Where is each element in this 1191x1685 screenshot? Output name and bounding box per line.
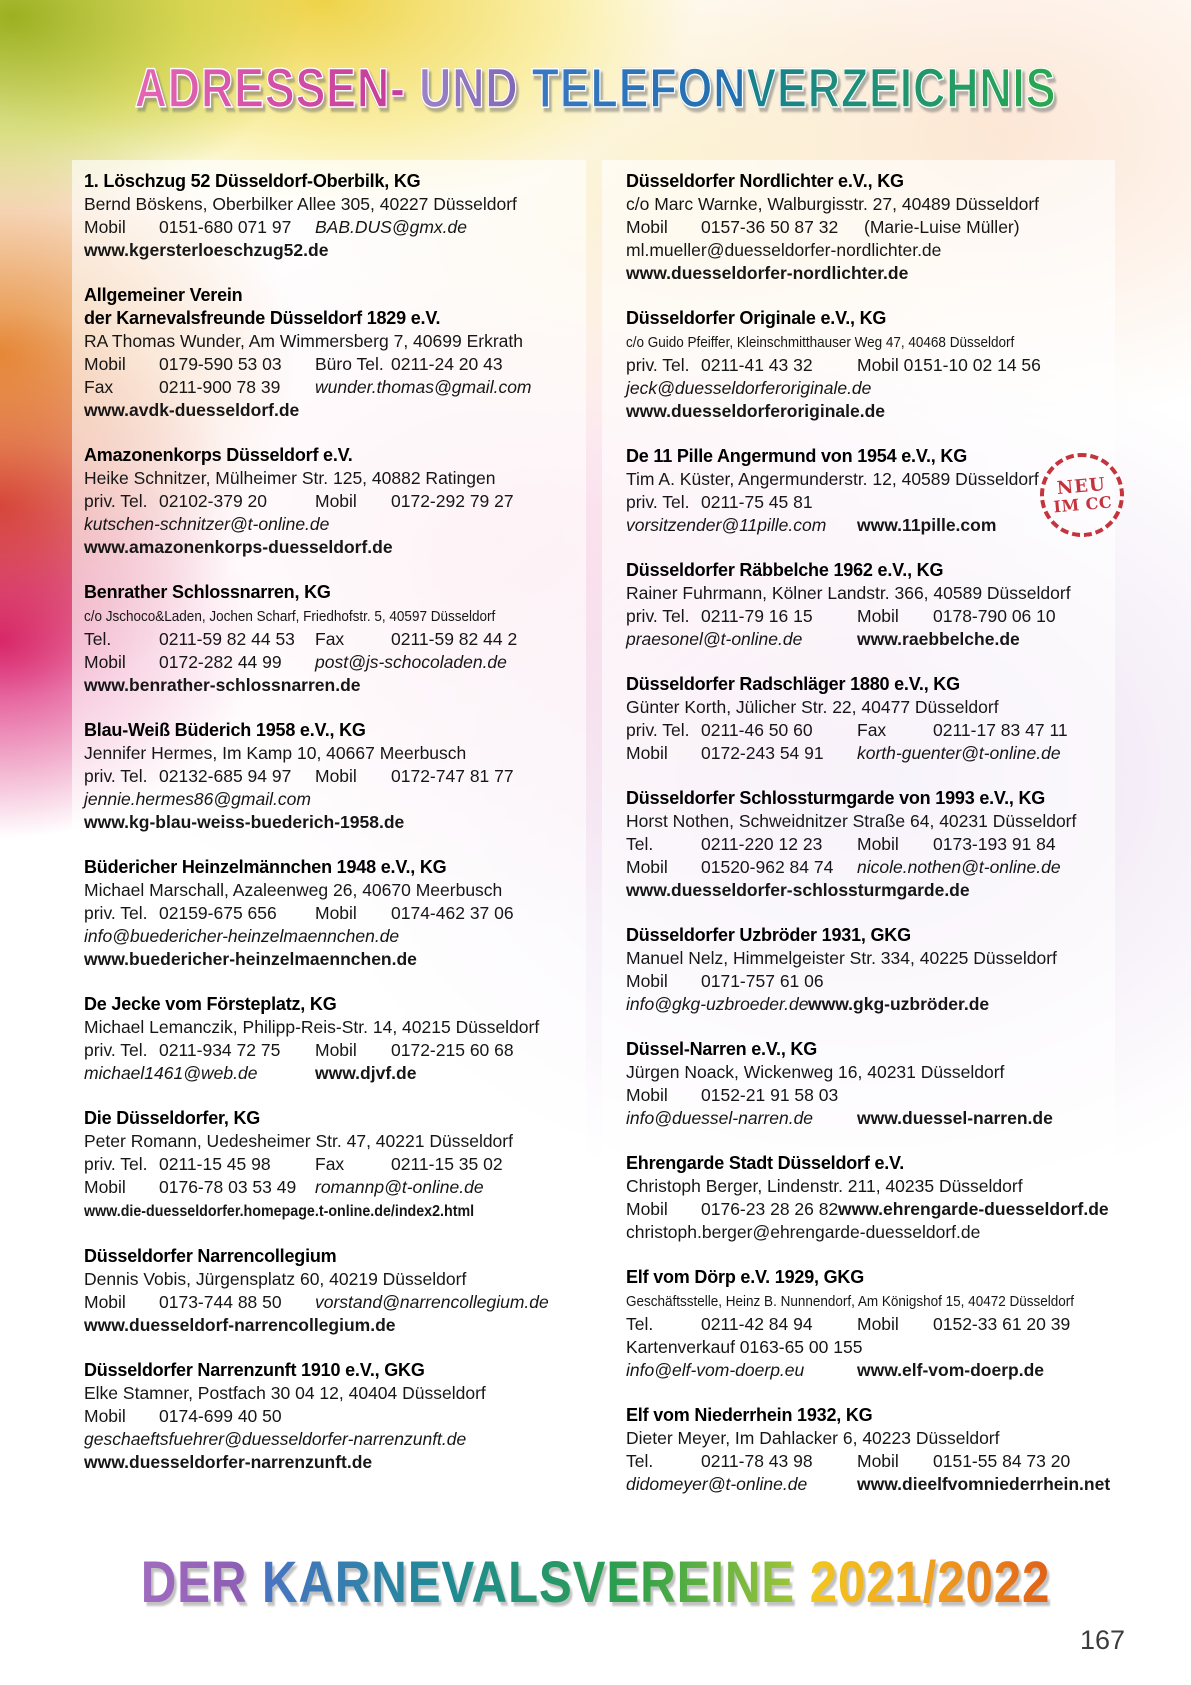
entry-email: post@js-schocoladen.de (315, 652, 507, 672)
entry-line (626, 810, 1107, 833)
entry-website: www.raebbelche.de (857, 629, 1020, 649)
entry-email: jeck@duesseldorferoriginale.de (626, 378, 872, 398)
directory-entry (84, 170, 578, 262)
entry-email: korth-guenter@t-online.de (857, 743, 1061, 763)
entry-text: 0211-42 84 94 (701, 1314, 813, 1334)
entry-line (626, 468, 1107, 491)
directory-panels (72, 160, 1115, 1494)
entry-title: De Jecke vom Försteplatz, KG (84, 994, 337, 1014)
entry-title: Düsseldorfer Nordlichter e.V., KG (626, 171, 904, 191)
entry-title: Düsseldorfer Radschläger 1880 e.V., KG (626, 674, 960, 694)
entry-email: ml.mueller@duesseldorfer-nordlichter.de (626, 240, 942, 260)
entry-line (84, 1268, 578, 1291)
entry-text: 0178-790 06 10 (933, 606, 1056, 626)
entry-title: Blau-Weiß Büderich 1958 e.V., KG (84, 720, 366, 740)
entry-line (626, 1175, 1107, 1198)
entry-line (84, 536, 578, 559)
entry-text: 0179-590 53 03 (159, 354, 282, 374)
entry-text: 0211-79 16 15 (701, 606, 813, 626)
entry-website: www.duesseldorfer-nordlichter.de (626, 263, 909, 283)
entry-line (84, 330, 578, 353)
entry-line (84, 399, 578, 422)
entry-website: www.ehrengarde-duesseldorf.de (838, 1199, 1109, 1219)
entry-email: info@duessel-narren.de (626, 1108, 814, 1128)
entry-line (84, 948, 578, 971)
entry-line (626, 628, 1107, 651)
entry-email: nicole.nothen@t-online.de (857, 857, 1061, 877)
entry-line (626, 1198, 1107, 1221)
header-title-part-adressen: ADRESSEN- (134, 56, 419, 119)
entry-line (626, 330, 1107, 354)
entry-line (626, 833, 1107, 856)
entry-line (84, 490, 578, 513)
entry-website: www.dieelfvomniederrhein.net (857, 1474, 1111, 1494)
entry-website: www.gkg-uzbröder.de (808, 994, 990, 1014)
entry-line (84, 604, 578, 628)
entry-website: www.duesseldorfer-narrenzunft.de (84, 1452, 373, 1472)
entry-title: Ehrengarde Stadt Düsseldorf e.V. (626, 1153, 905, 1173)
entry-line (84, 811, 578, 834)
entry-text: 0211-24 20 43 (391, 354, 503, 374)
entry-label: Büro Tel. (315, 354, 384, 374)
entry-line (626, 354, 1107, 377)
entry-label: Mobil (626, 857, 668, 877)
entry-label: Fax (84, 377, 114, 397)
entry-text: Mobil 0151-10 02 14 56 (857, 355, 1041, 375)
entry-text: 0211-59 82 44 2 (391, 629, 518, 649)
header-title-part-und: UND (418, 56, 532, 119)
entry-label: Mobil (857, 606, 899, 626)
entry-label: Mobil (84, 1177, 126, 1197)
entry-line (626, 1450, 1107, 1473)
entry-email: geschaeftsfuehrer@duesseldorfer-narrenzunft.de (84, 1429, 467, 1449)
entry-line (84, 1062, 578, 1085)
entry-line (84, 925, 578, 948)
entry-line (626, 262, 1107, 285)
entry-text: 0176-78 03 53 49 (159, 1177, 297, 1197)
entry-text: 0211-15 35 02 (391, 1154, 503, 1174)
entry-title: De 11 Pille Angermund von 1954 e.V., KG (626, 446, 968, 466)
entry-text: 0172-243 54 91 (701, 743, 824, 763)
entry-line (626, 400, 1107, 423)
entry-title: der Karnevalsfreunde Düsseldorf 1829 e.V. (84, 308, 441, 328)
entry-line (84, 674, 578, 697)
entry-label: Fax (315, 629, 345, 649)
entry-line (84, 1199, 578, 1223)
entry-label: Mobil (315, 491, 357, 511)
entry-text: Elke Stamner, Postfach 30 04 12, 40404 Düsseldorf (84, 1383, 486, 1403)
entry-title: 1. Löschzug 52 Düsseldorf-Oberbilk, KG (84, 171, 421, 191)
directory-entry (84, 993, 578, 1085)
entry-text: 0211-41 43 32 (701, 355, 813, 375)
entry-line (626, 1221, 1107, 1244)
entry-line (84, 216, 578, 239)
entry-line (626, 1084, 1107, 1107)
entry-text: Peter Romann, Uedesheimer Str. 47, 40221 Düsseldorf (84, 1131, 513, 1151)
entry-title: Benrather Schlossnarren, KG (84, 582, 331, 602)
entry-line (84, 1382, 578, 1405)
entry-website: www.11pille.com (857, 515, 997, 535)
entry-text: 02102-379 20 (159, 491, 268, 511)
entry-text: Jürgen Noack, Wickenweg 16, 40231 Düsseldorf (626, 1062, 1005, 1082)
directory-entry (626, 1266, 1107, 1382)
entry-line (84, 651, 578, 674)
entry-text: Michael Marschall, Azaleenweg 26, 40670 Meerbusch (84, 880, 503, 900)
entry-line (84, 742, 578, 765)
directory-entry (626, 924, 1107, 1016)
entry-title: Elf vom Dörp e.V. 1929, GKG (626, 1267, 865, 1287)
directory-entry (626, 307, 1107, 423)
entry-website: www.duesseldorf-narrencollegium.de (84, 1315, 396, 1335)
entry-label: Mobil (84, 1292, 126, 1312)
entry-label: priv. Tel. (626, 606, 690, 626)
entry-line (626, 970, 1107, 993)
entry-line (84, 1451, 578, 1474)
entry-title: Düsseldorfer Narrenzunft 1910 e.V., GKG (84, 1360, 425, 1380)
entry-title: Büdericher Heinzelmännchen 1948 e.V., KG (84, 857, 447, 877)
entry-line (626, 605, 1107, 628)
entry-text: 0151-680 071 97 (159, 217, 292, 237)
entry-text: 02132-685 94 97 (159, 766, 292, 786)
entry-text: 0152-21 91 58 03 (701, 1085, 839, 1105)
entry-website: www.djvf.de (315, 1063, 417, 1083)
directory-entry (626, 787, 1107, 902)
footer-title-part-karnevalsvereine: KARNEVALSVEREINE (261, 1550, 810, 1615)
entry-line (84, 353, 578, 376)
entry-line (84, 1428, 578, 1451)
entry-text: Rainer Fuhrmann, Kölner Landstr. 366, 40589 Düsseldorf (626, 583, 1071, 603)
directory-entry (84, 284, 578, 422)
entry-text: 0211-59 82 44 53 (159, 629, 295, 649)
entry-email: romannp@t-online.de (315, 1177, 484, 1197)
entry-line (626, 239, 1107, 262)
entry-text: Geschäftsstelle, Heinz B. Nunnendorf, Am Königshof 15, 40472 Düsseldorf (626, 1293, 1075, 1310)
entry-text: 0174-462 37 06 (391, 903, 514, 923)
directory-entry (626, 1404, 1111, 1496)
entry-text: 0172-747 81 77 (391, 766, 514, 786)
entry-line (84, 788, 578, 811)
entry-text: Dennis Vobis, Jürgensplatz 60, 40219 Düsseldorf (84, 1269, 467, 1289)
entry-line (626, 719, 1107, 742)
entry-line (626, 514, 1107, 537)
entry-label: Mobil (84, 1406, 126, 1426)
entry-label: Mobil (84, 354, 126, 374)
entry-line (626, 856, 1107, 879)
entry-website: www.avdk-duesseldorf.de (84, 400, 300, 420)
entry-title: Allgemeiner Verein (84, 285, 243, 305)
directory-column-right (602, 160, 1115, 1494)
entry-text: 02159-675 656 (159, 903, 277, 923)
entry-text: RA Thomas Wunder, Am Wimmersberg 7, 40699 Erkrath (84, 331, 523, 351)
entry-text: 0172-292 79 27 (391, 491, 514, 511)
entry-text: 01520-962 84 74 (701, 857, 834, 877)
entry-line (626, 1313, 1107, 1336)
entry-email: christoph.berger@ehrengarde-duesseldorf.de (626, 1222, 981, 1242)
entry-line (626, 1289, 1107, 1313)
entry-text: 0211-934 72 75 (159, 1040, 281, 1060)
entry-label: Mobil (626, 971, 668, 991)
entry-line (84, 1016, 578, 1039)
entry-label: Tel. (626, 834, 654, 854)
entry-line (626, 1473, 1111, 1496)
entry-text: Günter Korth, Jülicher Str. 22, 40477 Düsseldorf (626, 697, 999, 717)
entry-label: Mobil (84, 217, 126, 237)
entry-line (626, 216, 1107, 239)
directory-entry (626, 673, 1107, 765)
entry-title: Die Düsseldorfer, KG (84, 1108, 261, 1128)
directory-entry (84, 1359, 578, 1474)
entry-line (84, 1153, 578, 1176)
entry-line (84, 1176, 578, 1199)
entry-title: Amazonenkorps Düsseldorf e.V. (84, 445, 353, 465)
entry-label: priv. Tel. (84, 766, 148, 786)
entry-line (84, 628, 578, 651)
entry-text: Jennifer Hermes, Im Kamp 10, 40667 Meerbusch (84, 743, 467, 763)
entry-email: BAB.DUS@gmx.de (315, 217, 467, 237)
entry-text: 0211-900 78 39 (159, 377, 281, 397)
entry-text: 0211-75 45 81 (701, 492, 813, 512)
entry-label: Mobil (315, 903, 357, 923)
entry-line (626, 1336, 1107, 1359)
footer-title-part-season: 2021/2022 (809, 1550, 1051, 1615)
entry-website: www.duessel-narren.de (857, 1108, 1053, 1128)
entry-text: Dieter Meyer, Im Dahlacker 6, 40223 Düsseldorf (626, 1428, 1000, 1448)
entry-website: www.elf-vom-doerp.de (857, 1360, 1045, 1380)
directory-entry (84, 719, 578, 834)
entry-line (84, 765, 578, 788)
entry-label: Mobil (315, 1040, 357, 1060)
entry-text: c/o Guido Pfeiffer, Kleinschmitthauser Weg 47, 40468 Düsseldorf (626, 334, 1015, 351)
entry-website: www.kgersterloeschzug52.de (84, 240, 329, 260)
entry-website: www.die-duesseldorfer.homepage.t-online.de/index2.html (84, 1203, 475, 1220)
entry-line (626, 947, 1107, 970)
entry-label: priv. Tel. (626, 720, 690, 740)
entry-label: Fax (857, 720, 887, 740)
entry-label: priv. Tel. (84, 903, 148, 923)
page-footer-title (89, 1541, 1101, 1625)
entry-label: Fax (315, 1154, 345, 1174)
directory-entry (84, 1245, 578, 1337)
entry-title: Elf vom Niederrhein 1932, KG (626, 1405, 873, 1425)
page-header-title (119, 48, 1072, 128)
entry-title: Düsseldorfer Narrencollegium (84, 1246, 337, 1266)
entry-text: 0211-46 50 60 (701, 720, 813, 740)
entry-label: Mobil (84, 652, 126, 672)
entry-website: www.kg-blau-weiss-buederich-1958.de (84, 812, 405, 832)
directory-entry (626, 445, 1107, 537)
entry-email: wunder.thomas@gmail.com (315, 377, 532, 397)
stamp-text-im-cc: IM CC (1052, 491, 1113, 516)
entry-text: 0176-23 28 26 82 (701, 1199, 839, 1219)
entry-label: priv. Tel. (84, 1040, 148, 1060)
stamp-text-neu: NEU (1055, 473, 1107, 499)
entry-line (84, 879, 578, 902)
entry-line (84, 1291, 578, 1314)
directory-entry (626, 1152, 1107, 1244)
entry-label: Mobil (626, 1085, 668, 1105)
entry-email: jennie.hermes86@gmail.com (84, 789, 311, 809)
entry-label: Tel. (626, 1314, 654, 1334)
entry-text: c/o Jschoco&Laden, Jochen Scharf, Friedhofstr. 5, 40597 Düsseldorf (84, 608, 496, 625)
header-title-part-verzeichnis: VERZEICHNIS (746, 56, 1057, 119)
entry-text: Michael Lemanczik, Philipp-Reis-Str. 14, 40215 Düsseldorf (84, 1017, 540, 1037)
entry-label: priv. Tel. (84, 1154, 148, 1174)
entry-line (626, 993, 1107, 1016)
entry-line (84, 1130, 578, 1153)
header-title-part-telefon: TELEFON (531, 56, 747, 119)
entry-label: Mobil (626, 1199, 668, 1219)
entry-text: 0173-193 91 84 (933, 834, 1056, 854)
entry-text: Kartenverkauf 0163-65 00 155 (626, 1337, 863, 1357)
entry-line (626, 1427, 1107, 1450)
entry-text: Bernd Böskens, Oberbilker Allee 305, 40227 Düsseldorf (84, 194, 517, 214)
entry-text: Heike Schnitzer, Mülheimer Str. 125, 40882 Ratingen (84, 468, 496, 488)
directory-entry (84, 581, 578, 697)
entry-label: Mobil (857, 1451, 899, 1471)
entry-email: info@elf-vom-doerp.eu (626, 1360, 805, 1380)
entry-text: 0173-744 88 50 (159, 1292, 282, 1312)
entry-website: www.duesseldorfer-schlossturmgarde.de (626, 880, 970, 900)
entry-line (84, 1039, 578, 1062)
entry-text: 0152-33 61 20 39 (933, 1314, 1071, 1334)
entry-line (626, 377, 1107, 400)
entry-email: kutschen-schnitzer@t-online.de (84, 514, 330, 534)
entry-text: c/o Marc Warnke, Walburgisstr. 27, 40489 Düsseldorf (626, 194, 1040, 214)
entry-label: Mobil (626, 217, 668, 237)
entry-email: vorstand@narrencollegium.de (315, 1292, 549, 1312)
entry-title: Düsseldorfer Originale e.V., KG (626, 308, 887, 328)
entry-line (84, 1314, 578, 1337)
entry-label: Mobil (857, 1314, 899, 1334)
entry-line (626, 193, 1107, 216)
entry-label: Tel. (626, 1451, 654, 1471)
directory-entry (84, 856, 578, 971)
entry-text: (Marie-Luise Müller) (864, 217, 1020, 237)
entry-label: priv. Tel. (626, 355, 690, 375)
entry-label: Mobil (626, 743, 668, 763)
entry-website: www.benrather-schlossnarren.de (84, 675, 361, 695)
entry-line (626, 1061, 1107, 1084)
footer-title-part-der: DER (140, 1550, 262, 1615)
entry-title: Düssel-Narren e.V., KG (626, 1039, 818, 1059)
entry-label: priv. Tel. (84, 491, 148, 511)
directory-entry (626, 1038, 1107, 1130)
directory-entry (626, 559, 1107, 651)
entry-title: Düsseldorfer Räbbelche 1962 e.V., KG (626, 560, 944, 580)
entry-text: Christoph Berger, Lindenstr. 211, 40235 Düsseldorf (626, 1176, 1023, 1196)
entry-label: Mobil (315, 766, 357, 786)
entry-title: Düsseldorfer Schlossturmgarde von 1993 e.V., KG (626, 788, 1046, 808)
entry-text: Manuel Nelz, Himmelgeister Str. 334, 40225 Düsseldorf (626, 948, 1057, 968)
directory-entry (626, 170, 1107, 285)
entry-text: 0211-78 43 98 (701, 1451, 813, 1471)
directory-column-left (72, 160, 586, 1470)
entry-text: 0211-15 45 98 (159, 1154, 271, 1174)
entry-text: 0172-282 44 99 (159, 652, 282, 672)
entry-label: priv. Tel. (626, 492, 690, 512)
entry-website: www.amazonenkorps-duesseldorf.de (84, 537, 393, 557)
entry-text: 0211-17 83 47 11 (933, 720, 1068, 740)
entry-text: 0151-55 84 73 20 (933, 1451, 1071, 1471)
entry-line (626, 742, 1107, 765)
entry-text: 0211-220 12 23 (701, 834, 823, 854)
entry-email: didomeyer@t-online.de (626, 1474, 808, 1494)
entry-text: Horst Nothen, Schweidnitzer Straße 64, 40231 Düsseldorf (626, 811, 1077, 831)
entry-line (84, 902, 578, 925)
entry-line (626, 1107, 1107, 1130)
entry-text: 0174-699 40 50 (159, 1406, 282, 1426)
entry-title: Düsseldorfer Uzbröder 1931, GKG (626, 925, 911, 945)
entry-text: 0171-757 61 06 (701, 971, 824, 991)
entry-line (84, 467, 578, 490)
entry-line (84, 376, 578, 399)
entry-line (626, 1359, 1107, 1382)
page-number: 167 (1080, 1625, 1126, 1655)
entry-email: info@buedericher-heinzelmaennchen.de (84, 926, 400, 946)
entry-email: vorsitzender@11pille.com (626, 515, 827, 535)
entry-line (84, 1405, 578, 1428)
entry-line (626, 582, 1107, 605)
entry-line (84, 193, 578, 216)
entry-text: Tim A. Küster, Angermunderstr. 12, 40589 Düsseldorf (626, 469, 1039, 489)
entry-line (626, 879, 1107, 902)
entry-website: www.duesseldorferoriginale.de (626, 401, 885, 421)
entry-email: praesonel@t-online.de (626, 629, 803, 649)
entry-email: info@gkg-uzbroeder.de (626, 994, 809, 1014)
entry-email: michael1461@web.de (84, 1063, 258, 1083)
directory-entry (84, 1107, 578, 1223)
entry-line (84, 239, 578, 262)
directory-entry (84, 444, 578, 559)
entry-text: 0172-215 60 68 (391, 1040, 514, 1060)
entry-website: www.buedericher-heinzelmaennchen.de (84, 949, 417, 969)
entry-label: Mobil (857, 834, 899, 854)
entry-text: 0157-36 50 87 32 (701, 217, 839, 237)
entry-line (626, 696, 1107, 719)
entry-line (84, 513, 578, 536)
entry-label: Tel. (84, 629, 112, 649)
entry-line (626, 491, 1107, 514)
